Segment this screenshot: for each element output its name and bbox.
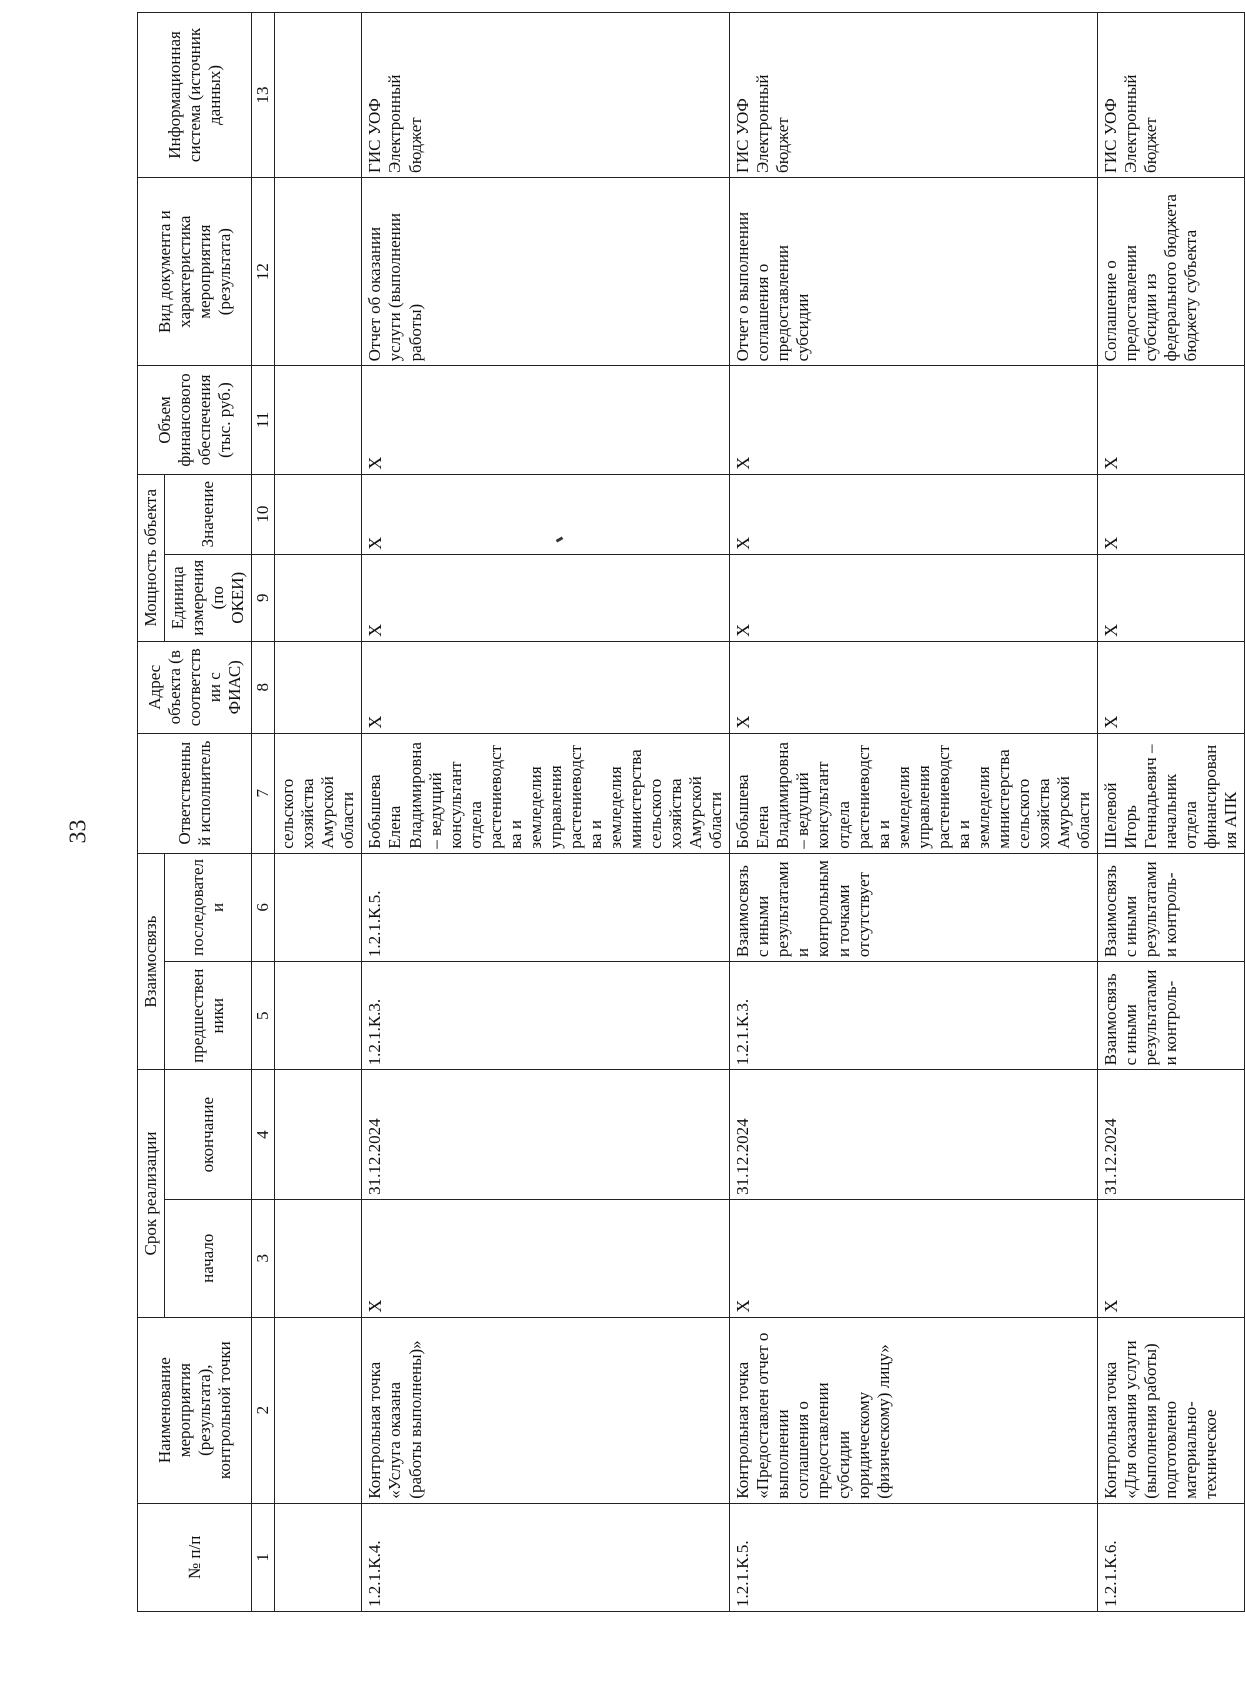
cell-start: X (362, 1199, 730, 1317)
header-period: Срок реализации (138, 1070, 165, 1317)
cell-end: 31.12.2024 (730, 1070, 1098, 1200)
cell-empty (275, 962, 362, 1070)
cell-empty (275, 641, 362, 733)
table-row (1098, 13, 1245, 1612)
col-number: 10 (252, 474, 275, 554)
header-doc: Вид документа и характеристика мероприятия (результата) (138, 177, 252, 365)
cell-empty (275, 1070, 362, 1200)
col-number: 2 (252, 1317, 275, 1503)
continuation-row (275, 13, 362, 1612)
header-link: Взаимосвязь (138, 853, 165, 1070)
col-number: 13 (252, 13, 275, 178)
header-row-1 (138, 13, 165, 1612)
cell-executor: Бобышева Елена Владимировна – ведущий консультант отдела растениеводства и земледелия управления растениеводства и земледелия министерства сельского хозяйства Амурской области (730, 733, 1098, 853)
cell-unit: X (362, 554, 730, 641)
cell-empty (275, 1503, 362, 1611)
col-number: 8 (252, 641, 275, 733)
header-info: Информационная система (источник данных) (138, 13, 252, 178)
cell-empty (275, 1199, 362, 1317)
plan-table (137, 12, 1245, 1612)
cell-executor: Шелевой Игорь Геннадьевич – начальник отдела финансирования АПК (1098, 733, 1245, 853)
cell-info: ГИС УОФ Электронный бюджет (730, 13, 1098, 178)
cell-num: 1.2.1.К.6. (1098, 1503, 1245, 1611)
cell-empty (275, 366, 362, 474)
cell-empty (275, 13, 362, 178)
header-capacity-value: Значение (165, 474, 252, 554)
cell-start: X (1098, 1199, 1245, 1317)
cell-value: X (1098, 474, 1245, 554)
cell-name: Контрольная точка «Для оказания услуги (выполнения работы) подготовлено материально-техническое (1098, 1317, 1245, 1503)
col-number: 1 (252, 1503, 275, 1611)
header-link-prev: предшественники (165, 962, 252, 1070)
cell-info: ГИС УОФ Электронный бюджет (1098, 13, 1245, 178)
cell-name: Контрольная точка «Услуга оказана (работы выполнены)» (362, 1317, 730, 1503)
cell-next: Взаимосвязь с иными результатами и контрольными точками отсутствует (730, 853, 1098, 961)
cell-empty (275, 554, 362, 641)
header-address: Адрес объекта (в соответствии с ФИАС) (138, 641, 252, 733)
header-period-end: окончание (165, 1070, 252, 1200)
col-number: 4 (252, 1070, 275, 1200)
cell-finance: X (362, 366, 730, 474)
cell-empty (275, 474, 362, 554)
cell-address: X (1098, 641, 1245, 733)
header-link-next: последователи (165, 853, 252, 961)
column-numbers-row (252, 13, 275, 1612)
cell-doc: Соглашение о предоставлении субсидии из федерального бюджета бюджету субъекта (1098, 177, 1245, 365)
header-capacity-unit: Единица измерения (по ОКЕИ) (165, 554, 252, 641)
cell-start: X (730, 1199, 1098, 1317)
cell-empty (275, 1317, 362, 1503)
cell-num: 1.2.1.К.5. (730, 1503, 1098, 1611)
cell-next: 1.2.1.К.5. (362, 853, 730, 961)
page-number: 33 (65, 819, 92, 844)
header-executor: Ответственный исполнитель (138, 733, 252, 853)
cell-info: ГИС УОФ Электронный бюджет (362, 13, 730, 178)
cell-end: 31.12.2024 (362, 1070, 730, 1200)
cell-address: X (362, 641, 730, 733)
header-name: Наименование мероприятия (результата), контрольной точки (138, 1317, 252, 1503)
col-number: 6 (252, 853, 275, 961)
cell-empty (275, 177, 362, 365)
cell-executor: Бобышева Елена Владимировна – ведущий консультант отдела растениеводства и земледелия управления растениеводства и земледелия министерства сельского хозяйства Амурской области (362, 733, 730, 853)
cell-doc: Отчет об оказании услуги (выполнении работы) (362, 177, 730, 365)
cell-unit: X (1098, 554, 1245, 641)
cell-prev: 1.2.1.К.3. (362, 962, 730, 1070)
table-container (137, 12, 1241, 1612)
col-number: 12 (252, 177, 275, 365)
cell-name: Контрольная точка «Предоставлен отчет о выполнении соглашения о предоставлении субсидии юридическому (физическому) лицу» (730, 1317, 1098, 1503)
cell-prev: 1.2.1.К.3. (730, 962, 1098, 1070)
cell-end: 31.12.2024 (1098, 1070, 1245, 1200)
col-number: 3 (252, 1199, 275, 1317)
cell-value: X (730, 474, 1098, 554)
col-number: 11 (252, 366, 275, 474)
table-row (730, 13, 1098, 1612)
col-number: 9 (252, 554, 275, 641)
cell-finance: X (1098, 366, 1245, 474)
cell-unit: X (730, 554, 1098, 641)
col-number: 5 (252, 962, 275, 1070)
table-row (362, 13, 730, 1612)
cell-num: 1.2.1.К.4. (362, 1503, 730, 1611)
cell-executor: сельского хозяйства Амурской области (275, 733, 362, 853)
col-number: 7 (252, 733, 275, 853)
header-capacity: Мощность объекта (138, 474, 165, 641)
cell-next: Взаимосвязь с иными результатами и контроль- (1098, 853, 1245, 961)
cell-empty (275, 853, 362, 961)
cell-value: X (362, 474, 730, 554)
cell-finance: X (730, 366, 1098, 474)
header-num: № п/п (138, 1503, 252, 1611)
cell-prev: Взаимосвязь с иными результатами и контроль- (1098, 962, 1245, 1070)
header-finance: Объем финансового обеспечения (тыс. руб.) (138, 366, 252, 474)
cell-address: X (730, 641, 1098, 733)
cell-doc: Отчет о выполнении соглашения о предоставлении субсидии (730, 177, 1098, 365)
header-period-start: начало (165, 1199, 252, 1317)
